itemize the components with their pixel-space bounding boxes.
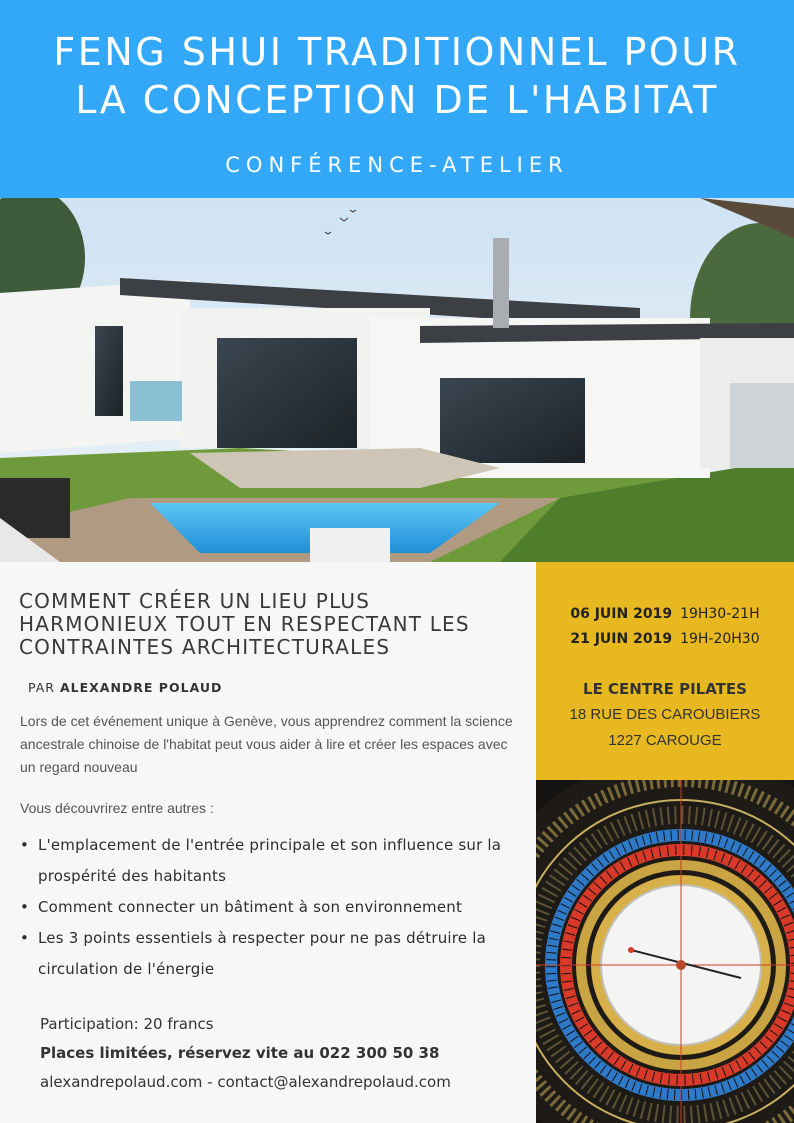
list-item (20, 892, 525, 923)
heading-line-2: HARMONIEUX TOUT EN RESPECTANT LES (19, 612, 470, 636)
booking-info: Places limitées, réservez vite au 022 300 50 38 (40, 1044, 440, 1062)
event-time: 19H-20H30 (680, 631, 760, 647)
venue-name: LE CENTRE PILATES (583, 680, 747, 698)
list-item-text: Comment connecter un bâtiment à son environnement (38, 898, 463, 916)
heading-line-1: COMMENT CRÉER UN LIEU PLUS (19, 589, 371, 613)
house-photo (0, 198, 794, 562)
header-banner (0, 0, 794, 198)
section-heading (19, 590, 519, 659)
list-lead: Vous découvrirez entre autres : (20, 800, 214, 816)
bullet-icon: • (20, 929, 30, 947)
contact-info: alexandrepolaud.com - contact@alexandrepolaud.com (40, 1073, 451, 1091)
byline-prefix: PAR (28, 680, 55, 695)
list-item (20, 923, 525, 985)
venue-block (536, 676, 794, 754)
venue-street: 18 RUE DES CAROUBIERS (569, 706, 761, 723)
event-date: 21 JUIN 2019 (570, 631, 673, 647)
date-row (536, 627, 794, 652)
list-item-text: Les 3 points essentiels à respecter pour ne pas détruire la circulation de l'énergie (38, 929, 486, 978)
compass-photo (536, 780, 794, 1123)
title-line-1: FENG SHUI TRADITIONNEL POUR (53, 30, 741, 74)
title-line-2: LA CONCEPTION DE L'HABITAT (75, 78, 719, 122)
list-item-text: L'emplacement de l'entrée principale et son influence sur la prospérité des habitants (38, 836, 502, 885)
heading-line-3: CONTRAINTES ARCHITECTURALES (19, 635, 391, 659)
event-dates (536, 602, 794, 652)
bullet-icon: • (20, 836, 30, 854)
page-title (0, 28, 794, 124)
author-byline (28, 680, 222, 695)
intro-paragraph: Lors de cet événement unique à Genève, vous apprendrez comment la science ancestrale chinoise de l'habitat peut vous aider à lire et créer les espaces avec un regard nouveau (20, 713, 513, 775)
list-item (20, 830, 525, 892)
venue-city: 1227 CAROUGE (608, 732, 722, 749)
page-subtitle: CONFÉRENCE-ATELIER (225, 153, 569, 177)
date-row (536, 602, 794, 627)
topics-list (20, 830, 525, 985)
author-name: ALEXANDRE POLAUD (59, 680, 223, 695)
event-description (0, 562, 536, 1123)
event-time: 19H30-21H (680, 606, 760, 622)
event-details-panel (536, 562, 794, 780)
bullet-icon: • (20, 898, 30, 916)
event-date: 06 JUIN 2019 (570, 606, 673, 622)
price-info: Participation: 20 francs (40, 1015, 214, 1033)
